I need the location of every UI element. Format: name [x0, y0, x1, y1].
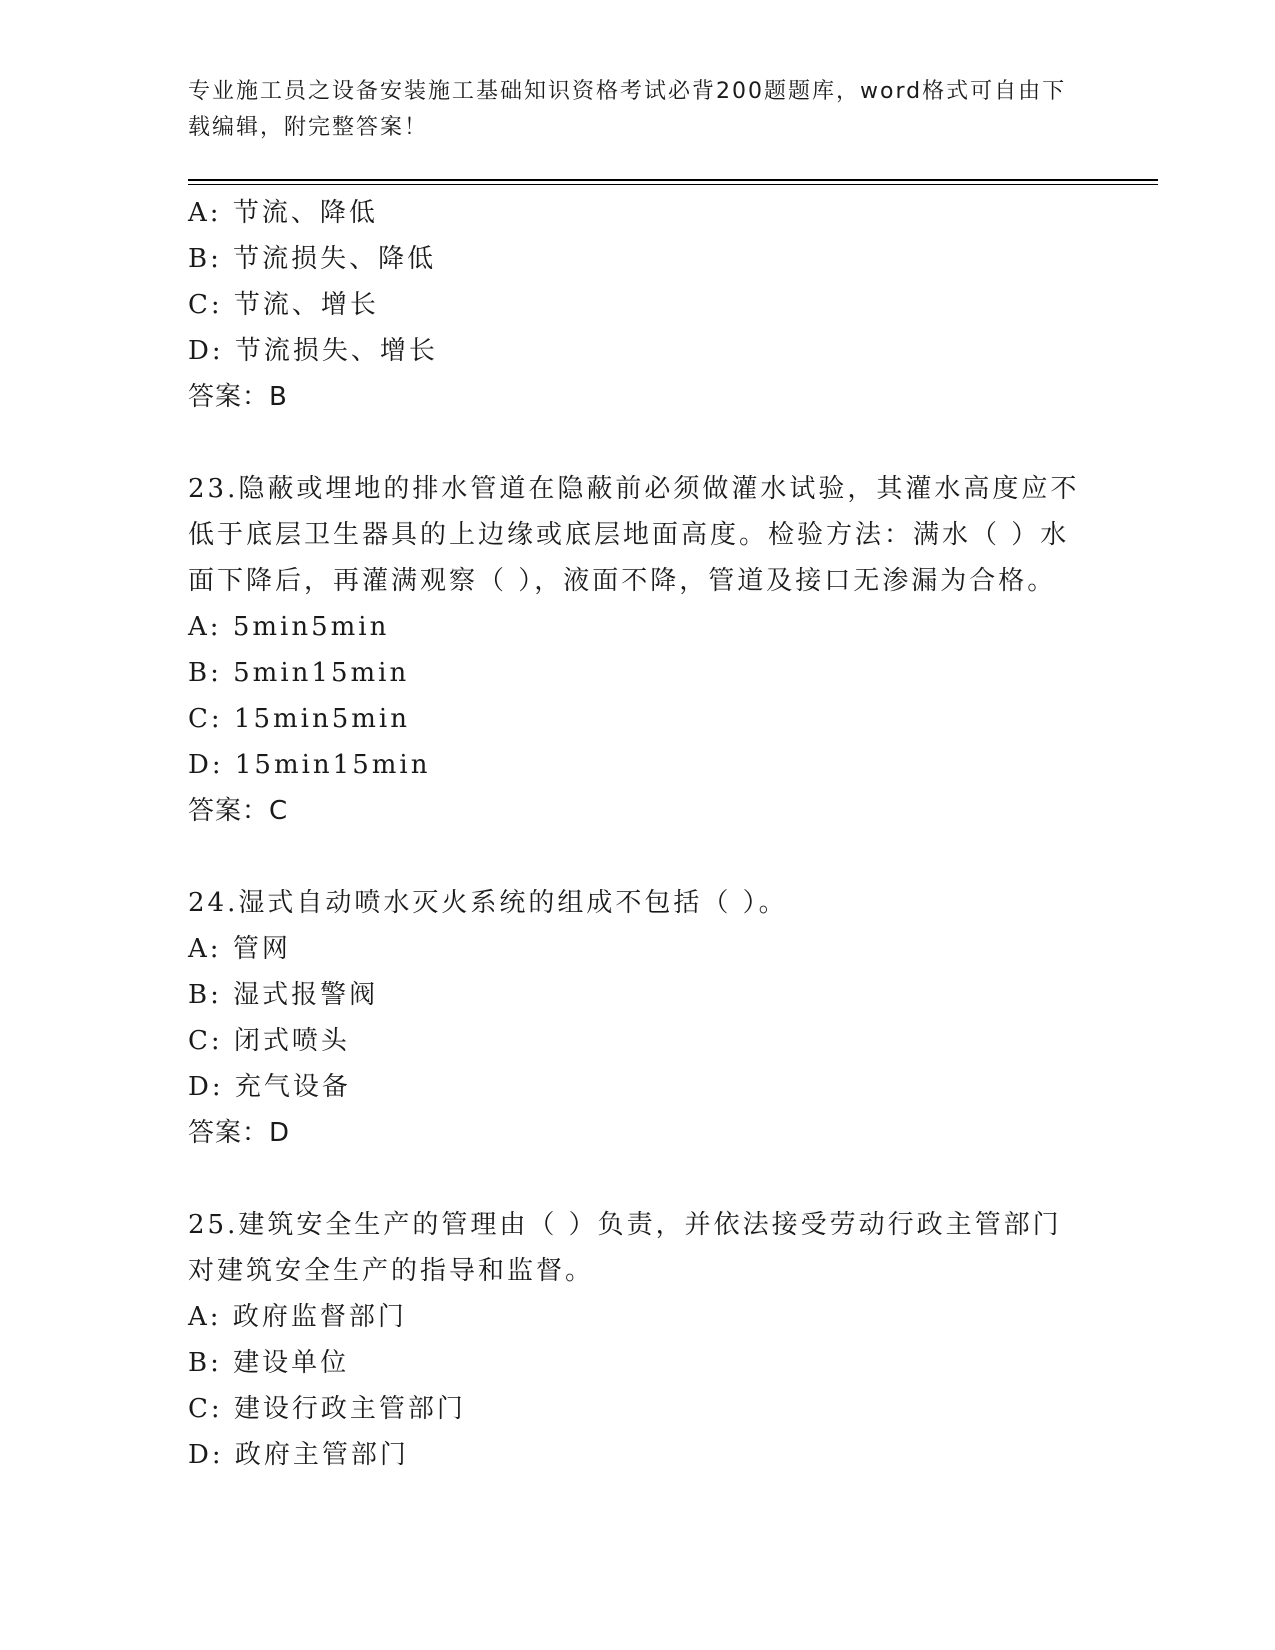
answer: 答案：C: [188, 796, 289, 826]
option-label: A:: [188, 1302, 222, 1332]
option-a: [188, 926, 1088, 972]
question-23: [188, 466, 1088, 834]
option-label: A:: [188, 934, 222, 964]
option-text: 节流损失、降低: [233, 244, 437, 274]
question-body: 湿式自动喷水灭火系统的组成不包括（ ）。: [238, 888, 788, 918]
option-a: [188, 190, 1088, 236]
option-text: 政府监督部门: [232, 1302, 407, 1332]
option-d: [188, 1064, 1088, 1110]
option-b: [188, 1340, 1088, 1386]
header-rule-thick: [188, 179, 1158, 181]
option-label: D:: [188, 1072, 224, 1102]
option-b: [188, 236, 1088, 282]
option-c: [188, 1386, 1088, 1432]
question-text: [188, 466, 1088, 604]
option-label: D:: [188, 750, 224, 780]
option-a: [188, 604, 1088, 650]
option-text: 闭式喷头: [233, 1026, 350, 1056]
option-label: B:: [188, 244, 222, 274]
option-b: [188, 972, 1088, 1018]
option-text: 15min5min: [233, 704, 410, 734]
option-label: C:: [188, 290, 223, 320]
question-text: [188, 1202, 1088, 1294]
answer: 答案：B: [188, 382, 288, 412]
question-body: 建筑安全生产的管理由（ ）负责，并依法接受劳动行政主管部门对建筑安全生产的指导和监督。: [188, 1210, 1062, 1286]
answer: 答案：D: [188, 1118, 291, 1148]
question-body: 隐蔽或埋地的排水管道在隐蔽前必须做灌水试验，其灌水高度应不低于底层卫生器具的上边缘或底层地面高度。检验方法：满水（ ）水面下降后，再灌满观察（ ），液面不降，管道及接口无渗漏为合格。: [188, 474, 1080, 596]
option-label: B:: [188, 980, 222, 1010]
option-text: 5min15min: [233, 658, 410, 688]
option-c: [188, 696, 1088, 742]
option-d: [188, 1432, 1088, 1478]
question-number: 23.: [188, 474, 239, 504]
question-text: [188, 880, 1088, 926]
option-label: B:: [188, 658, 222, 688]
option-text: 湿式报警阀: [233, 980, 379, 1010]
option-text: 15min15min: [234, 750, 431, 780]
option-label: A:: [188, 198, 222, 228]
option-text: 节流损失、增长: [234, 336, 438, 366]
option-label: C:: [188, 1026, 223, 1056]
document-content: [188, 190, 1088, 1478]
question-25: [188, 1202, 1088, 1478]
option-label: B:: [188, 1348, 222, 1378]
option-c: [188, 1018, 1088, 1064]
option-d: [188, 328, 1088, 374]
option-text: 建设单位: [233, 1348, 350, 1378]
option-label: C:: [188, 704, 223, 734]
option-text: 政府主管部门: [234, 1440, 409, 1470]
option-text: 节流、增长: [233, 290, 379, 320]
option-label: D:: [188, 1440, 224, 1470]
option-label: D:: [188, 336, 224, 366]
question-fragment: [188, 190, 1088, 420]
option-text: 管网: [232, 934, 291, 964]
question-number: 24.: [188, 888, 239, 918]
option-c: [188, 282, 1088, 328]
option-text: 充气设备: [234, 1072, 351, 1102]
option-d: [188, 742, 1088, 788]
question-number: 25.: [188, 1210, 239, 1240]
option-label: A:: [188, 612, 222, 642]
option-label: C:: [188, 1394, 223, 1424]
option-text: 5min5min: [232, 612, 390, 642]
option-text: 节流、降低: [232, 198, 378, 228]
option-text: 建设行政主管部门: [233, 1394, 466, 1424]
header-rule-thin: [188, 184, 1158, 185]
question-24: [188, 880, 1088, 1156]
option-b: [188, 650, 1088, 696]
document-header: 专业施工员之设备安装施工基础知识资格考试必背200题题库，word格式可自由下载编辑，附完整答案！: [188, 79, 1067, 140]
option-a: [188, 1294, 1088, 1340]
